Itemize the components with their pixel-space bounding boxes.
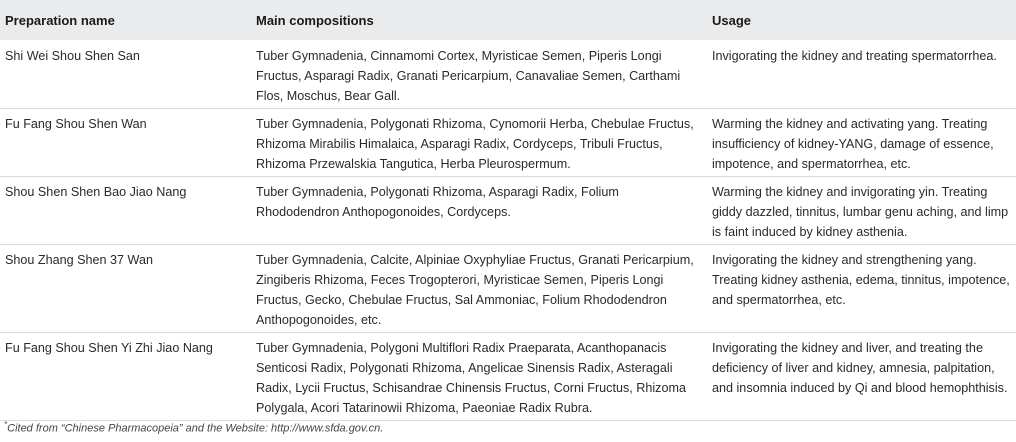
footnote-text: Cited from “Chinese Pharmacopeia” and the Website: http://www.sfda.gov.cn. [7,422,384,435]
cell-main-compositions: Tuber Gymnadenia, Polygoni Multiflori Radix Praeparata, Acanthopanacis Senticosi Radix, Polygonati Rhizoma, Angelicae Sinensis Radix, Asteragali Radix, Lycii Fructus, Schisandrae Chinensis Fructus, Corni Fructus, Rhizoma Polygala, Acori Tatarinowii Rhizoma, Paeoniae Radix Rubra. [256,341,686,415]
cell-main-compositions: Tuber Gymnadenia, Cinnamomi Cortex, Myristicae Semen, Piperis Longi Fructus, Asparagi Radix, Granati Pericarpium, Canavaliae Semen, Carthami Flos, Moschus, Bear Gall. [256,49,681,103]
cell-usage: Invigorating the kidney and liver, and treating the deficiency of liver and kidney, amnesia, palpitation, and insomnia induced by Qi and blood hemophthisis. [712,341,1008,395]
cell-usage: Warming the kidney and activating yang. Treating insufficiency of kidney-YANG, damage of essence, impotence, and spermatorrhea, etc. [712,117,994,171]
cell-usage: Invigorating the kidney and treating spermatorrhea. [712,49,997,63]
header-usage: Usage [712,12,752,28]
table-footnote [4,420,383,435]
cell-preparation-name: Fu Fang Shou Shen Yi Zhi Jiao Nang [5,341,213,355]
header-main-compositions: Main compositions [256,12,374,28]
cell-main-compositions: Tuber Gymnadenia, Polygonati Rhizoma, Cynomorii Herba, Chebulae Fructus, Rhizoma Mirabilis Himalaica, Asparagi Radix, Cordyceps, Tribuli Fructus, Rhizoma Przewalskia Tangutica, Herba Pleurospermum. [256,117,694,171]
cell-preparation-name: Shi Wei Shou Shen San [5,49,140,63]
table-header-row [0,0,1016,40]
cell-usage: Invigorating the kidney and strengthening yang. Treating kidney asthenia, edema, tinnitus, impotence, and spermatorrhea, etc. [712,253,1010,307]
table-row [0,40,1016,109]
header-preparation-name: Preparation name [5,12,115,28]
cell-preparation-name: Fu Fang Shou Shen Wan [5,117,147,131]
cell-main-compositions: Tuber Gymnadenia, Polygonati Rhizoma, Asparagi Radix, Folium Rhododendron Anthopogonoides, Cordyceps. [256,185,619,219]
cell-preparation-name: Shou Zhang Shen 37 Wan [5,253,153,267]
footnote-marker: * [4,420,8,429]
table-row [0,333,1016,421]
table-row [0,177,1016,245]
cell-usage: Warming the kidney and invigorating yin. Treating giddy dazzled, tinnitus, lumbar genu aching, and limp is faint induced by kidney asthenia. [712,185,1009,239]
cell-preparation-name: Shou Shen Shen Bao Jiao Nang [5,185,187,199]
table-row [0,245,1016,333]
cell-main-compositions: Tuber Gymnadenia, Calcite, Alpiniae Oxyphyliae Fructus, Granati Pericarpium, Zingiberis Rhizoma, Feces Trogopterori, Myristicae Semen, Piperis Longi Fructus, Gecko, Chebulae Fructus, Sal Ammoniac, Folium Rhododendron Anthopogonoides, etc. [256,253,694,327]
table-row [0,109,1016,177]
